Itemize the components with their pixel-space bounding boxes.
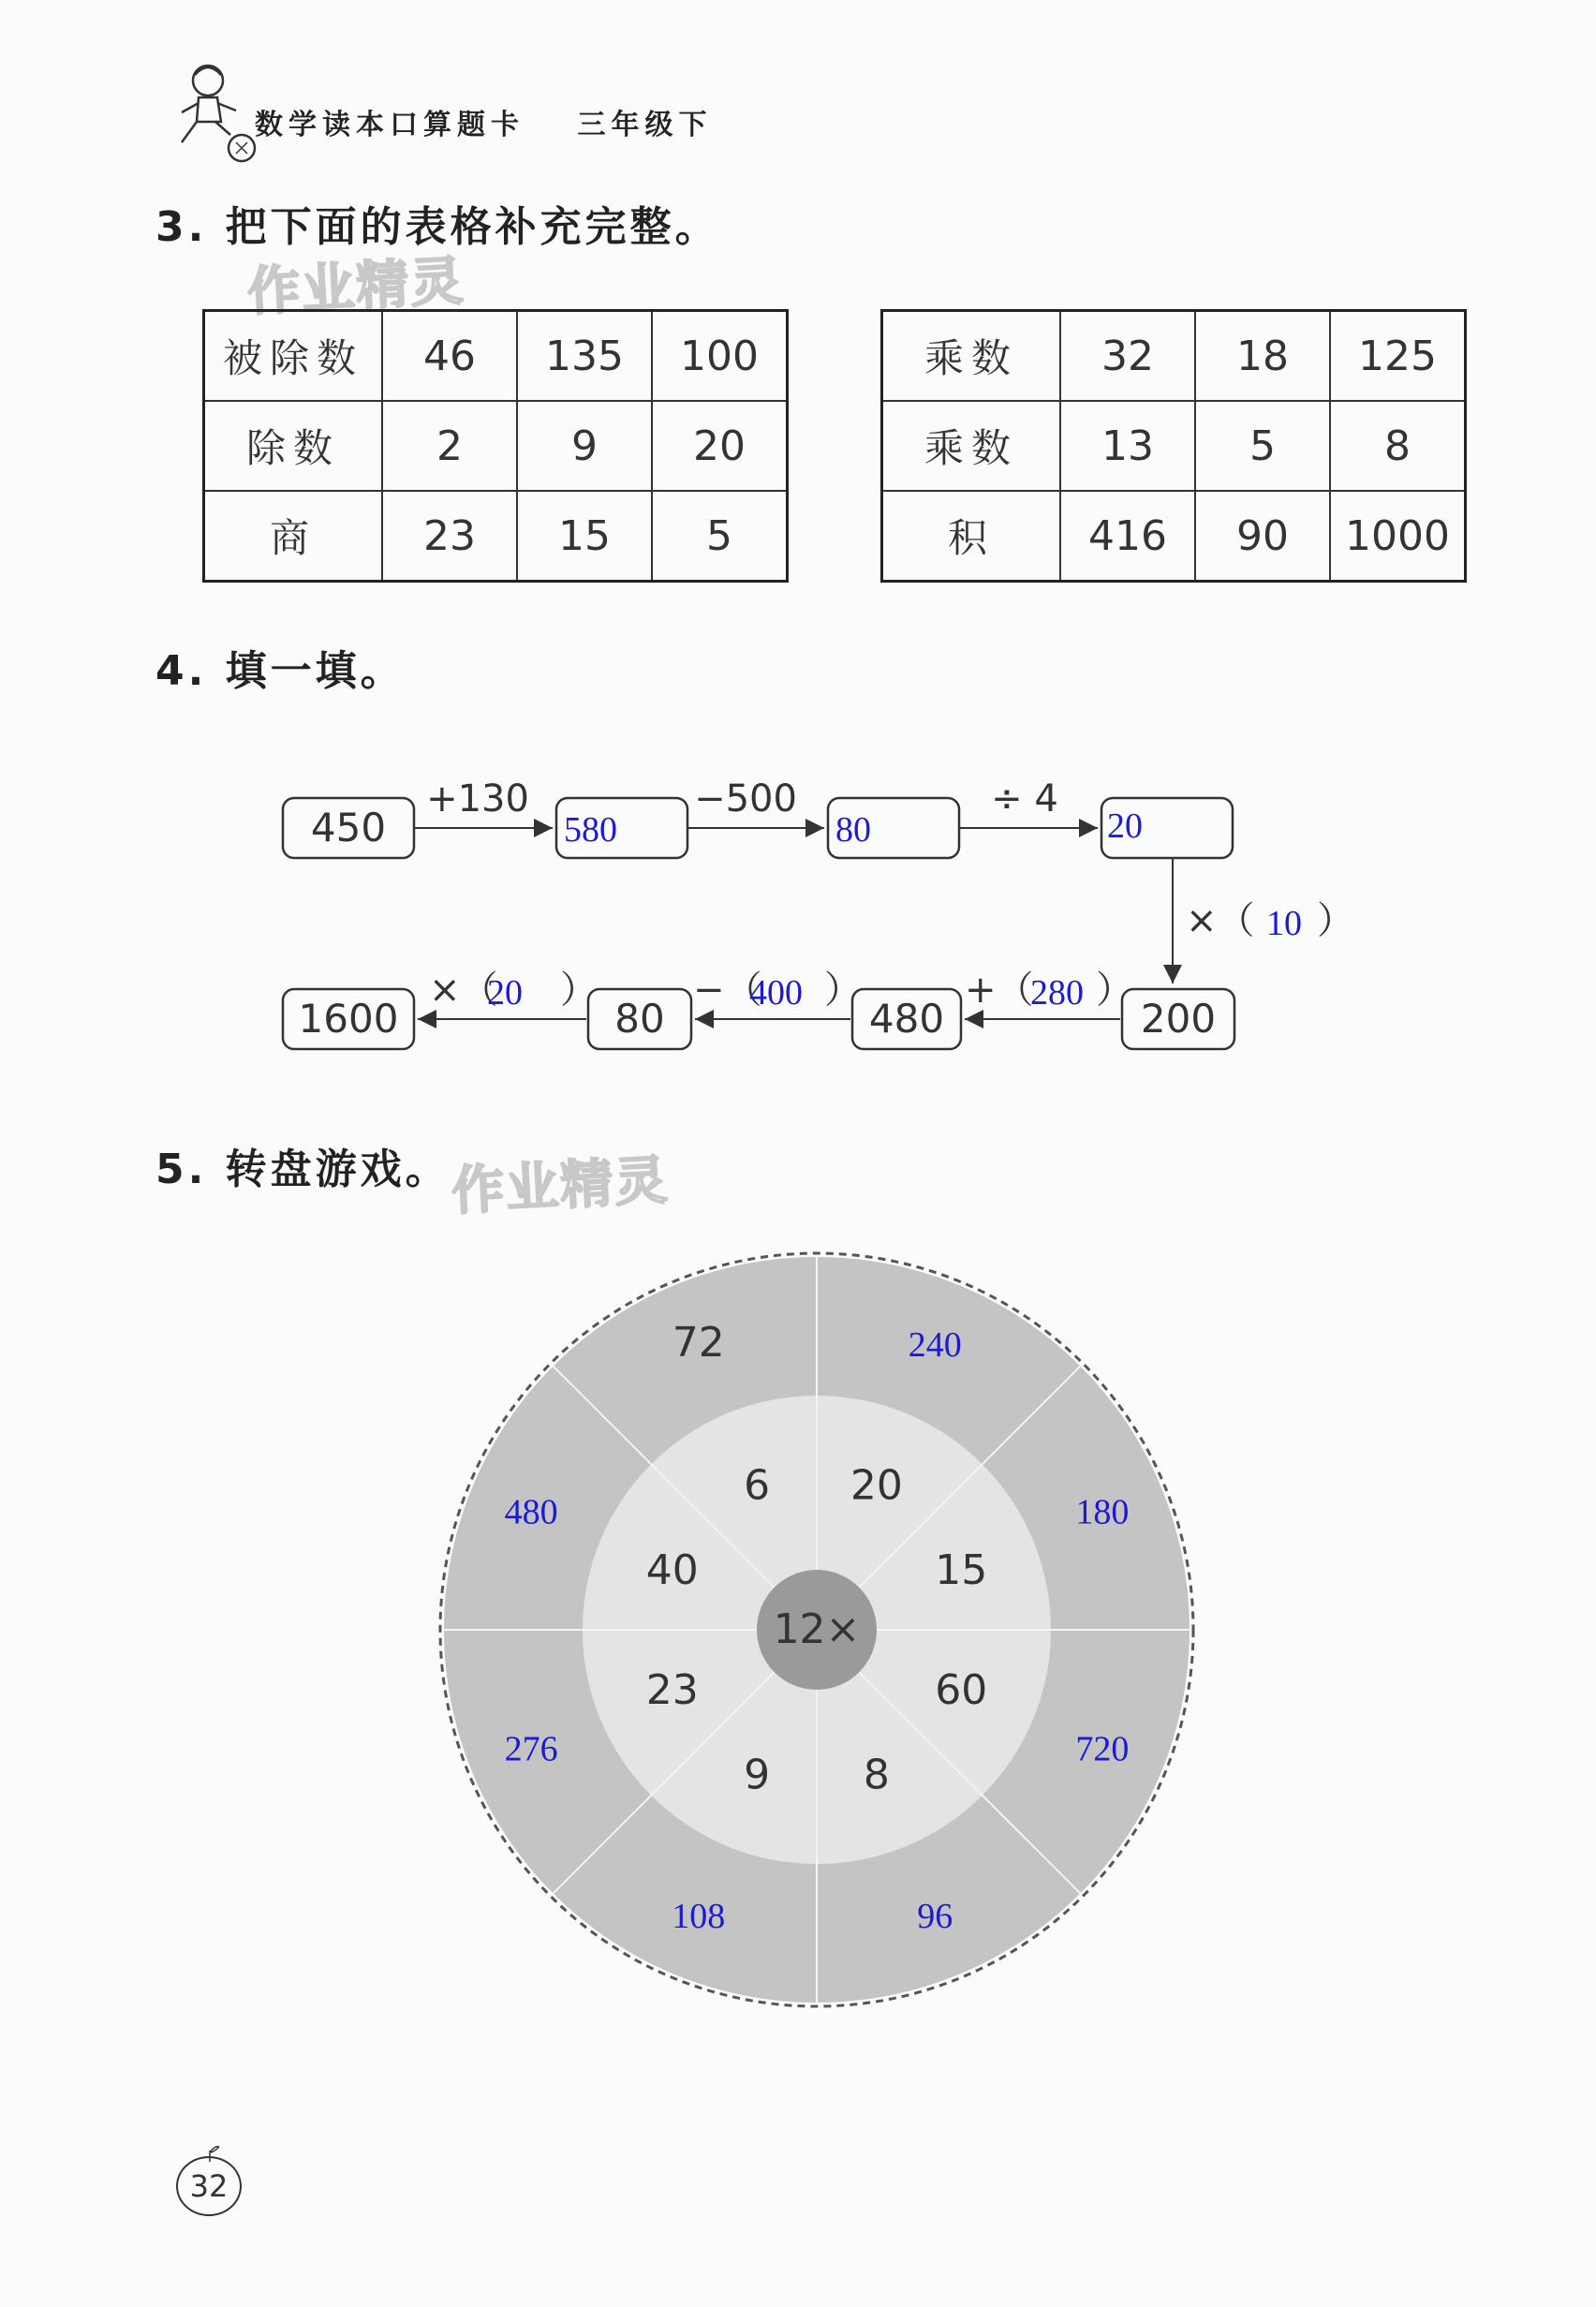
answer-cell: 1000 [1330,491,1466,582]
operation-prefix: −（ [693,969,762,1012]
wheel-outer-answer: 180 [1075,1492,1130,1532]
operation-label: +130 [426,777,529,821]
wheel-inner-number: 8 [863,1751,890,1799]
row-label: 乘数 [882,311,1061,402]
table-cell: 8 [1330,401,1466,491]
section3-heading: 3. 把下面的表格补充完整。 [155,203,720,251]
watermark: 作业精灵 [245,250,466,324]
wheel-inner-number: 20 [850,1461,903,1510]
answer-cell: 23 [382,491,517,582]
flow-box-value: 1600 [298,996,399,1042]
table-cell: 90 [1195,491,1330,582]
table-cell: 5 [652,491,788,582]
wheel-outer-answer: 276 [504,1729,558,1769]
watermark: 作业精灵 [450,1149,671,1223]
table-cell: 13 [1060,401,1195,491]
section4-heading: 4. 填一填。 [155,647,406,695]
table-cell: 125 [1330,311,1466,402]
wheel-outer-answer: 720 [1075,1729,1130,1769]
flow-box-value: 200 [1140,996,1217,1042]
wheel-outer-answer: 480 [504,1492,558,1532]
operation-suffix: ） [560,969,598,1012]
operation-answer: 400 [749,973,803,1013]
row-label: 除数 [204,401,383,491]
answer-cell: 135 [517,311,652,402]
wheel-inner-number: 23 [645,1665,699,1714]
page-number: 32 [176,2156,242,2216]
section5-heading: 5. 转盘游戏。 [155,1146,451,1193]
table-cell: 2 [382,401,517,491]
wheel-outer-answer: 96 [917,1896,953,1936]
table-cell: 32 [1060,311,1195,402]
operation-prefix: ×（ [1186,899,1255,942]
answer-cell: 18 [1195,311,1330,402]
flow-box-value: 450 [310,805,387,850]
wheel-inner-number: 15 [935,1546,988,1595]
flow-box-value: 80 [614,996,665,1042]
row-label: 乘数 [882,401,1061,491]
table-cell: 46 [382,311,517,402]
operation-suffix: ） [1317,899,1354,942]
operation-answer: 280 [1030,973,1084,1013]
operation-label: ÷ 4 [991,777,1058,821]
operation-answer: 20 [487,973,523,1013]
operation-suffix: ） [824,969,862,1012]
table-cell: 100 [652,311,788,402]
flow-box-answer: 80 [835,810,871,850]
wheel-inner-number: 40 [645,1546,699,1595]
operation-prefix: ×（ [429,969,498,1012]
operation-prefix: +（ [965,969,1034,1012]
operation-label: −500 [694,777,797,821]
wheel-outer-answer: 108 [672,1896,726,1936]
wheel-center-label: 12× [773,1605,861,1653]
answer-cell: 20 [652,401,788,491]
wheel-inner-number: 9 [744,1751,771,1799]
row-label: 被除数 [204,311,383,402]
grade-label: 三年级下 [577,109,713,141]
wheel-outer-number: 72 [672,1319,725,1368]
table-cell: 9 [517,401,652,491]
answer-cell: 416 [1060,491,1195,582]
table-cell: 5 [1195,401,1330,491]
flow-box-answer: 20 [1107,806,1143,846]
row-label: 商 [204,491,383,582]
operation-suffix: ） [1096,969,1133,1012]
row-label: 积 [882,491,1061,582]
table-cell: 15 [517,491,652,582]
wheel-inner-number: 6 [744,1461,771,1510]
flow-box-answer: 580 [564,810,617,850]
wheel-outer-answer: 240 [908,1325,962,1366]
operation-answer: 10 [1266,904,1302,943]
book-title-text: 数学读本口算题卡 [255,109,525,141]
wheel-inner-number: 60 [935,1665,988,1714]
flow-box-value: 480 [868,996,945,1042]
